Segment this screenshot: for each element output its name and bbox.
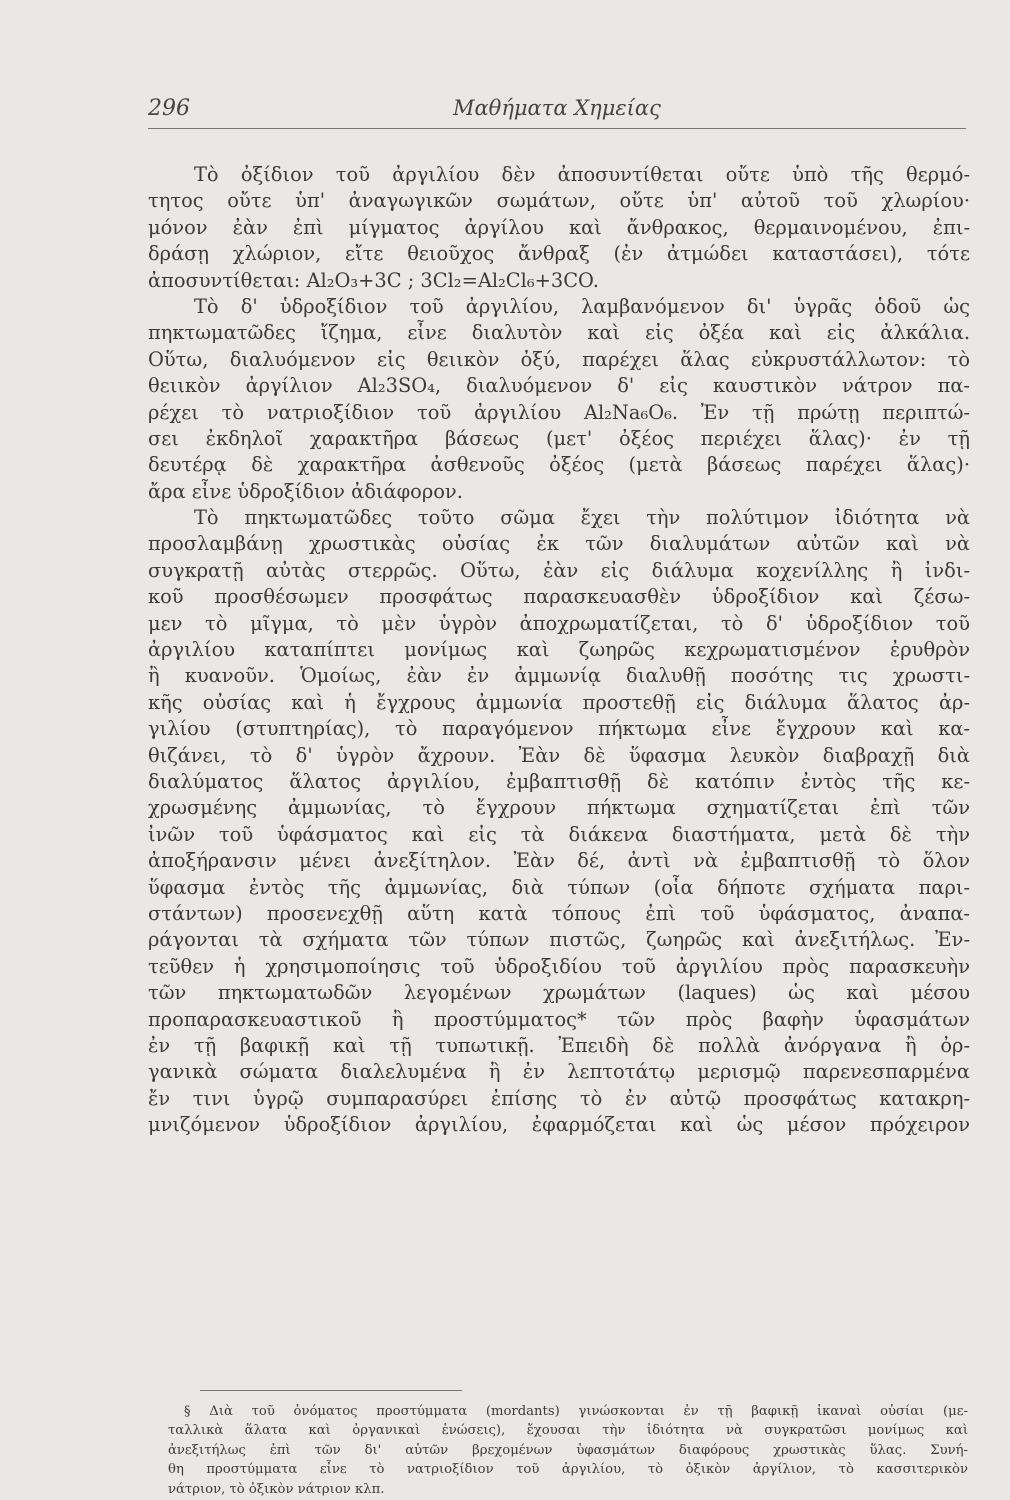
text-line: πηκτωματῶδες ἴζημα, εἶνε διαλυτὸν καὶ εἰς ὀξέα καὶ εἰς ἀλκάλια. xyxy=(148,321,970,345)
footnote-line: θη προστύμματα εἶνε τὸ νατριοξίδιον τοῦ ἀργιλίου, τὸ ὀξικὸν ἀργίλιον, τὸ κασσιτερικὸν xyxy=(168,1462,968,1478)
text-line: ἢ κυανοῦν. Ὁμοίως, ἐὰν ἐν ἀμμωνίᾳ διαλυθῇ ποσότης τις χρωστι- xyxy=(148,664,970,688)
text-line: Τὸ πηκτωματῶδες τοῦτο σῶμα ἔχει τὴν πολύτιμον ἰδιότητα νὰ xyxy=(194,506,970,530)
text-line: προσλαμβάνῃ χρωστικὰς οὐσίας ἐκ τῶν διαλυμάτων αὐτῶν καὶ νὰ xyxy=(148,532,970,556)
text-line: ρέχει τὸ νατριοξίδιον τοῦ ἀργιλίου Al₂Na₆O₆. Ἐν τῇ πρώτῃ περιπτώ- xyxy=(148,400,970,424)
text-line: γιλίου (στυπτηρίας), τὸ παραγόμενον πήκτωμα εἶνε ἔγχρουν καὶ κα- xyxy=(148,717,970,741)
footnote-rule xyxy=(200,1390,462,1391)
text-line: ἀποσυντίθεται: Al₂O₃+3C ; 3Cl₂=Al₂Cl₆+3CO. xyxy=(148,268,599,292)
text-line: θιζάνει, τὸ δ' ὑγρὸν ἄχρουν. Ἐὰν δὲ ὕφασμα λευκὸν διαβραχῇ διὰ xyxy=(148,743,970,767)
text-line: τῶν πηκτωματωδῶν λεγομένων χρωμάτων (laques) ὡς καὶ μέσου xyxy=(148,981,970,1005)
main-text xyxy=(148,162,970,1191)
text-line: στάντων) προσενεχθῇ αὕτη κατὰ τόπους ἐπὶ τοῦ ὑφάσματος, ἀναπα- xyxy=(148,901,970,925)
footnote-line: § Διὰ τοῦ ὀνόματος προστύμματα (mordants) γινώσκονται ἐν τῇ βαφικῇ ἱκαναὶ οὐσίαι (με- xyxy=(184,1404,968,1419)
text-line: δευτέρᾳ δὲ χαρακτῆρα ἀσθενοῦς ὀξέος (μετὰ βάσεως παρέχει ἅλας)· xyxy=(148,453,970,477)
text-line xyxy=(148,1165,970,1191)
text-line: προπαρασκευαστικοῦ ἢ προστύμματος* τῶν πρὸς βαφὴν ὑφασμάτων xyxy=(148,1007,970,1031)
footnote-line: ἀνεξιτήλως ἐπὶ τῶν δι' αὐτῶν βρεχομένων ὑφασμάτων διαφόρους χρωστικὰς ὕλας. Συνή- xyxy=(168,1442,968,1458)
text-line: ἀργιλίου καταπίπτει μονίμως καὶ ζωηρῶς κεχρωματισμένον ἐρυθρὸν xyxy=(148,638,970,662)
text-line: ἰνῶν τοῦ ὑφάσματος καὶ εἰς τὰ διάκενα διαστήματα, μετὰ δὲ τὴν xyxy=(148,822,970,846)
text-line: ὕφασμα ἐντὸς τῆς ἀμμωνίας, διὰ τύπων (οἷα δήποτε σχήματα παρι- xyxy=(148,875,970,899)
text-line: χρωσμένης ἀμμωνίας, τὸ ἔγχρουν πήκτωμα σχηματίζεται ἐπὶ τῶν xyxy=(148,796,970,820)
text-line: συγκρατῇ αὐτὰς στερρῶς. Οὕτω, ἐὰν εἰς διάλυμα κοχενίλλης ἢ ἰνδι- xyxy=(148,558,970,582)
text-line: μεν τὸ μῖγμα, τὸ μὲν ὑγρὸν ἀποχρωματίζεται, τὸ δ' ὑδροξίδιον τοῦ xyxy=(148,611,970,635)
text-line: Τὸ ὀξίδιον τοῦ ἀργιλίου δὲν ἀποσυντίθεται οὔτε ὑπὸ τῆς θερμό- xyxy=(194,163,970,186)
text-line: ἄρα εἶνε ὑδροξίδιον ἀδιάφορον. xyxy=(148,479,463,503)
text-line: μόνον ἐὰν ἐπὶ μίγματος ἀργίλου καὶ ἄνθρακος, θερμαινομένου, ἐπι- xyxy=(148,215,970,239)
text-line: γανικὰ σώματα διαλελυμένα ἢ ἐν λεπτοτάτῳ μερισμῷ παρενεσπαρμένα xyxy=(148,1060,970,1084)
text-line: τεῦθεν ἡ χρησιμοποίησις τοῦ ὑδροξιδίου τοῦ ἀργιλίου πρὸς παρασκευὴν xyxy=(148,954,970,978)
text-line: Τὸ δ' ὑδροξίδιον τοῦ ἀργιλίου, λαμβανόμενον δι' ὑγρᾶς ὁδοῦ ὡς xyxy=(194,294,970,318)
footnote-line: ταλλικὰ ἅλατα καὶ ὀργανικαὶ ἑνώσεις), ἔχουσαι τὴν ἰδιότητα νὰ συγκρατῶσι μονίμως καὶ xyxy=(168,1423,968,1439)
footnote xyxy=(168,1402,968,1499)
text-line: ἔν τινι ὑγρῷ συμπαρασύρει ἐπίσης τὸ ἐν αὐτῷ προσφάτως κατακρη- xyxy=(148,1086,970,1110)
header-rule xyxy=(148,128,966,129)
text-line xyxy=(148,1138,970,1164)
text-line: σει ἐκδηλοῖ χαρακτῆρα βάσεως (μετ' ὀξέος περιέχει ἅλας)· ἐν τῇ xyxy=(148,426,970,450)
text-line: κοῦ προσθέσωμεν προσφάτως παρασκευασθὲν ὑδροξίδιον καὶ ζέσω- xyxy=(148,585,970,609)
text-line: Οὕτω, διαλυόμενον εἰς θειικὸν ὀξύ, παρέχει ἅλας εὐκρυστάλλωτον: τὸ xyxy=(148,347,970,371)
text-line: τητος οὔτε ὑπ' ἀναγωγικῶν σωμάτων, οὔτε ὑπ' αὐτοῦ τοῦ χλωρίου· xyxy=(148,189,970,213)
text-line: μνιζόμενον ὑδροξίδιον ἀργιλίου, ἐφαρμόζεται καὶ ὡς μέσον πρόχειρον xyxy=(148,1113,970,1137)
text-line: ἐν τῇ βαφικῇ καὶ τῇ τυπωτικῇ. Ἐπειδὴ δὲ πολλὰ ἀνόργανα ἢ ὀρ- xyxy=(148,1033,970,1057)
text-line: κῆς οὐσίας καὶ ἡ ἔγχρους ἀμμωνία προστεθῇ εἰς διάλυμα ἅλατος ἀρ- xyxy=(148,690,970,714)
text-line: δράσῃ χλώριον, εἴτε θειοῦχος ἄνθραξ (ἐν ἀτμώδει καταστάσει), τότε xyxy=(148,242,970,266)
page-header xyxy=(148,96,966,126)
footnote-line: νάτριον, τὸ ὀξικὸν νάτριον κλπ. xyxy=(168,1481,385,1497)
text-line: θειικὸν ἀργίλιον Al₂3SO₄, διαλυόμενον δ' εἰς καυστικὸν νάτρον πα- xyxy=(148,374,970,398)
page-number: 296 xyxy=(148,96,190,121)
text-line: ράγονται τὰ σχήματα τῶν τύπων πιστῶς, ζωηρῶς καὶ ἀνεξιτήλως. Ἐν- xyxy=(148,928,970,952)
text-line: διαλύματος ἅλατος ἀργιλίου, ἐμβαπτισθῇ δὲ κατόπιν ἐντὸς τῆς κε- xyxy=(148,769,970,793)
text-line: ἀποξήρανσιν μένει ἀνεξίτηλον. Ἐὰν δέ, ἀντὶ νὰ ἐμβαπτισθῇ τὸ ὅλον xyxy=(148,849,970,873)
running-title: Μαθήματα Χημείας xyxy=(453,96,661,120)
